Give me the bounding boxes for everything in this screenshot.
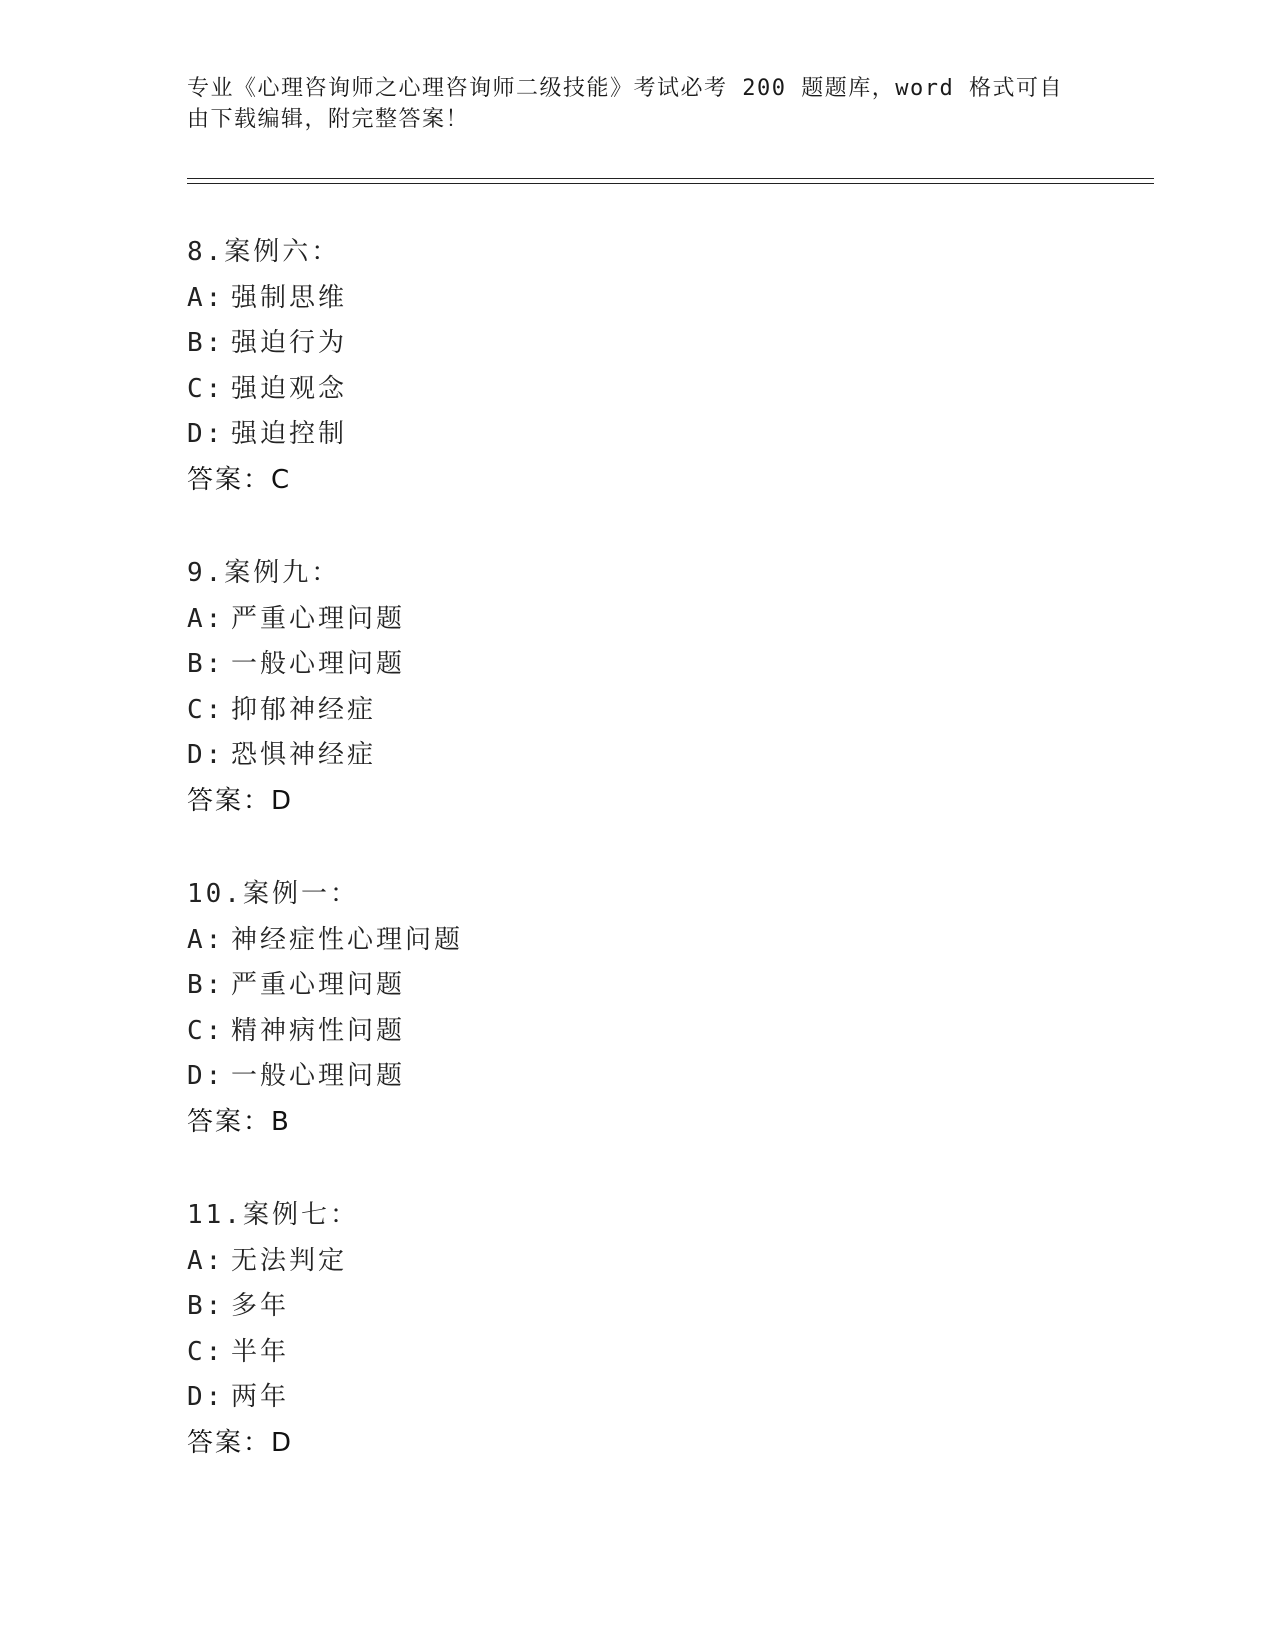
option-b [187, 963, 887, 1009]
option-text: 强制思维 [231, 282, 348, 313]
option-label: B: [187, 1291, 225, 1321]
option-label: A: [187, 603, 225, 634]
answer-line: 答案：C [187, 464, 292, 495]
header-line-1: 专业《心理咨询师之心理咨询师二级技能》考试必考 200 题题库，word 格式可自 [187, 76, 1063, 101]
option-label: C: [187, 694, 225, 725]
option-label: C: [187, 1015, 225, 1046]
option-text: 严重心理问题 [231, 970, 406, 1000]
option-d [187, 1054, 887, 1100]
option-a [187, 918, 887, 964]
header-divider-top [187, 178, 1154, 179]
option-b [187, 321, 887, 367]
question-title: 11.案例七： [187, 1200, 359, 1230]
option-text: 抑郁神经症 [231, 694, 377, 725]
option-label: D: [187, 419, 225, 449]
option-a [187, 1239, 887, 1285]
question-title: 10.案例一： [187, 879, 359, 909]
option-c [187, 1009, 887, 1055]
option-text: 强迫行为 [231, 328, 348, 358]
option-b [187, 642, 887, 688]
option-label: D: [187, 740, 225, 770]
question-title: 9.案例九： [187, 558, 341, 588]
option-text: 半年 [231, 1336, 290, 1367]
answer-line: 答案：D [187, 1427, 294, 1458]
option-label: A: [187, 924, 225, 955]
option-label: A: [187, 282, 225, 313]
answer-line: 答案：D [187, 785, 294, 816]
option-d [187, 412, 887, 458]
option-label: C: [187, 373, 225, 404]
option-text: 精神病性问题 [231, 1015, 406, 1046]
option-label: D: [187, 1061, 225, 1091]
option-text: 强迫观念 [231, 373, 348, 404]
option-a [187, 597, 887, 643]
question-block [187, 1193, 887, 1466]
option-text: 两年 [231, 1382, 290, 1412]
document-header [187, 73, 1067, 135]
question-block [187, 551, 887, 824]
option-text: 一般心理问题 [231, 1061, 406, 1091]
option-d [187, 1375, 887, 1421]
option-a [187, 276, 887, 322]
question-block [187, 872, 887, 1145]
question-title: 8.案例六： [187, 237, 341, 267]
option-text: 严重心理问题 [231, 603, 406, 634]
option-d [187, 733, 887, 779]
option-text: 神经症性心理问题 [231, 924, 464, 955]
question-block [187, 230, 887, 503]
option-text: 一般心理问题 [231, 649, 406, 679]
option-label: B: [187, 970, 225, 1000]
option-text: 无法判定 [231, 1245, 348, 1276]
option-c [187, 688, 887, 734]
option-b [187, 1284, 887, 1330]
answer-line: 答案：B [187, 1106, 291, 1137]
option-c [187, 367, 887, 413]
option-label: B: [187, 649, 225, 679]
header-divider-bottom [187, 183, 1154, 184]
option-text: 强迫控制 [231, 419, 348, 449]
option-label: C: [187, 1336, 225, 1367]
option-text: 多年 [231, 1291, 290, 1321]
option-label: D: [187, 1382, 225, 1412]
option-text: 恐惧神经症 [231, 740, 377, 770]
header-line-2: 由下载编辑，附完整答案！ [187, 107, 470, 132]
option-label: B: [187, 328, 225, 358]
option-c [187, 1330, 887, 1376]
option-label: A: [187, 1245, 225, 1276]
